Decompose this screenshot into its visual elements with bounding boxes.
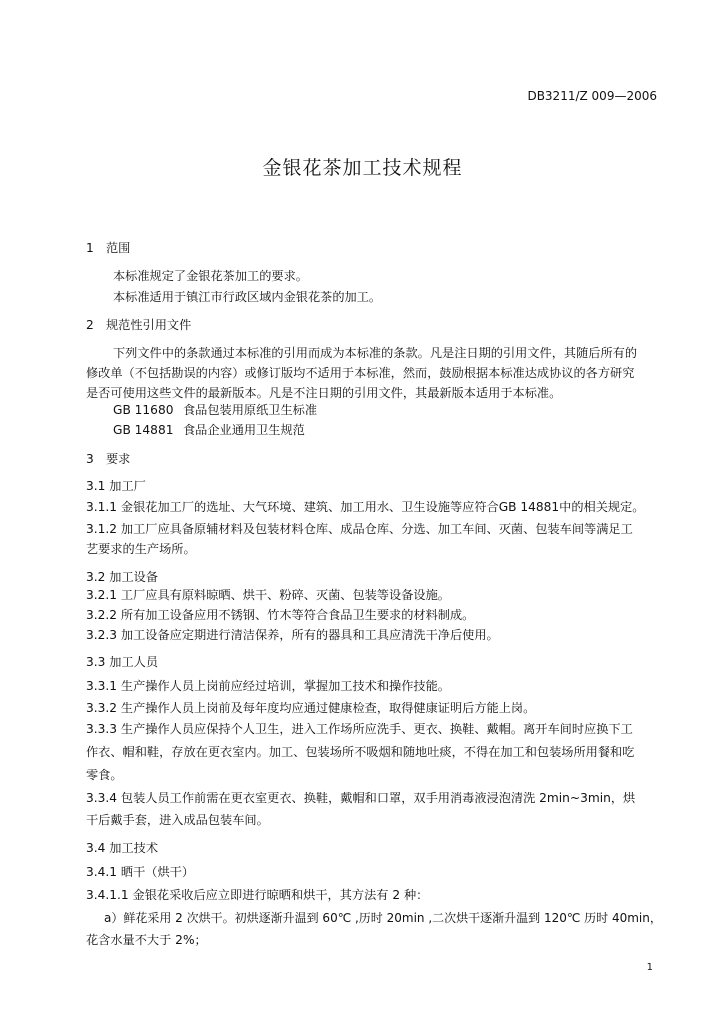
document-code: DB3211/Z 009—2006 [527, 89, 657, 103]
section-2-heading: 2 规范性引用文件 [86, 318, 192, 332]
clause: 3.1.2 加工厂应具备原辅材料及包装材料仓库、成品仓库、分选、加工车间、灭菌、包装车间等满足工 [86, 522, 633, 536]
clause: 3.2.2 所有加工设备应用不锈钢、竹木等符合食品卫生要求的材料制成。 [86, 608, 475, 622]
clause: 零食。 [86, 768, 123, 782]
paragraph: 本标准适用于镇江市行政区域内金银花茶的加工。 [113, 290, 382, 304]
clause: 3.3.3 生产操作人员应保持个人卫生，进入工作场所应洗手、更衣、换鞋、戴帽。离开车间时应换下工 [86, 722, 633, 736]
document-title: 金银花茶加工技术规程 [262, 157, 463, 179]
subsection-heading: 3.3 加工人员 [86, 655, 159, 669]
paragraph: 修改单（不包括勘误的内容）或修订版均不适用于本标准，然而，鼓励根据本标准达成协议的各方研究 [86, 366, 635, 380]
clause: 3.1.1 金银花加工厂的选址、大气环境、建筑、加工用水、卫生设施等应符合GB 14881中的相关规定。 [86, 500, 645, 514]
clause: 3.2.3 加工设备应定期进行清洁保养，所有的器具和工具应清洗干净后使用。 [86, 628, 499, 642]
section-1-heading: 1 范围 [86, 241, 131, 255]
clause: 花含水量不大于 2%； [86, 933, 207, 947]
clause: 3.3.4 包装人员工作前需在更衣室更衣、换鞋，戴帽和口罩，双手用消毒液浸泡清洗 2min~3min，烘 [86, 791, 636, 805]
subsection-heading: 3.1 加工厂 [86, 479, 146, 493]
reference-item [113, 422, 305, 438]
clause: 3.3.1 生产操作人员上岗前应经过培训，掌握加工技术和操作技能。 [86, 679, 450, 693]
clause: a）鲜花采用 2 次烘干。初烘逐渐升温到 60℃ ,历时 20min ,二次烘干逐渐升温到 120℃ 历时 40min， [104, 911, 662, 925]
paragraph: 下列文件中的条款通过本标准的引用而成为本标准的条款。凡是注日期的引用文件，其随后所有的 [113, 346, 638, 360]
paragraph: 是否可使用这些文件的最新版本。凡是不注日期的引用文件，其最新版本适用于本标准。 [86, 386, 562, 400]
clause: 3.3.2 生产操作人员上岗前及每年度均应通过健康检查，取得健康证明后方能上岗。 [86, 701, 536, 715]
reference-code: GB 14881 [113, 423, 174, 437]
clause: 干后戴手套，进入成品包装车间。 [86, 813, 269, 827]
subsection-heading: 3.2 加工设备 [86, 570, 159, 584]
clause: 作衣、帽和鞋，存放在更衣室内。加工、包装场所不吸烟和随地吐痰，不得在加工和包装场所用餐和吃 [86, 745, 635, 759]
clause: 3.2.1 工厂应具有原料晾晒、烘干、粉碎、灭菌、包装等设备设施。 [86, 588, 450, 602]
clause: 3.4.1 晒干（烘干） [86, 865, 195, 879]
section-3-heading: 3 要求 [86, 452, 131, 466]
reference-item [113, 402, 317, 418]
clause: 3.4.1.1 金银花采收后应立即进行晾晒和烘干，其方法有 2 种： [86, 888, 429, 902]
subsection-heading: 3.4 加工技术 [86, 841, 159, 855]
clause: 艺要求的生产场所。 [86, 542, 196, 556]
reference-code: GB 11680 [113, 403, 174, 417]
reference-name: 食品包装用原纸卫生标准 [183, 403, 318, 417]
reference-name: 食品企业通用卫生规范 [183, 423, 305, 437]
page-number: 1 [646, 962, 653, 973]
paragraph: 本标准规定了金银花茶加工的要求。 [113, 269, 308, 283]
